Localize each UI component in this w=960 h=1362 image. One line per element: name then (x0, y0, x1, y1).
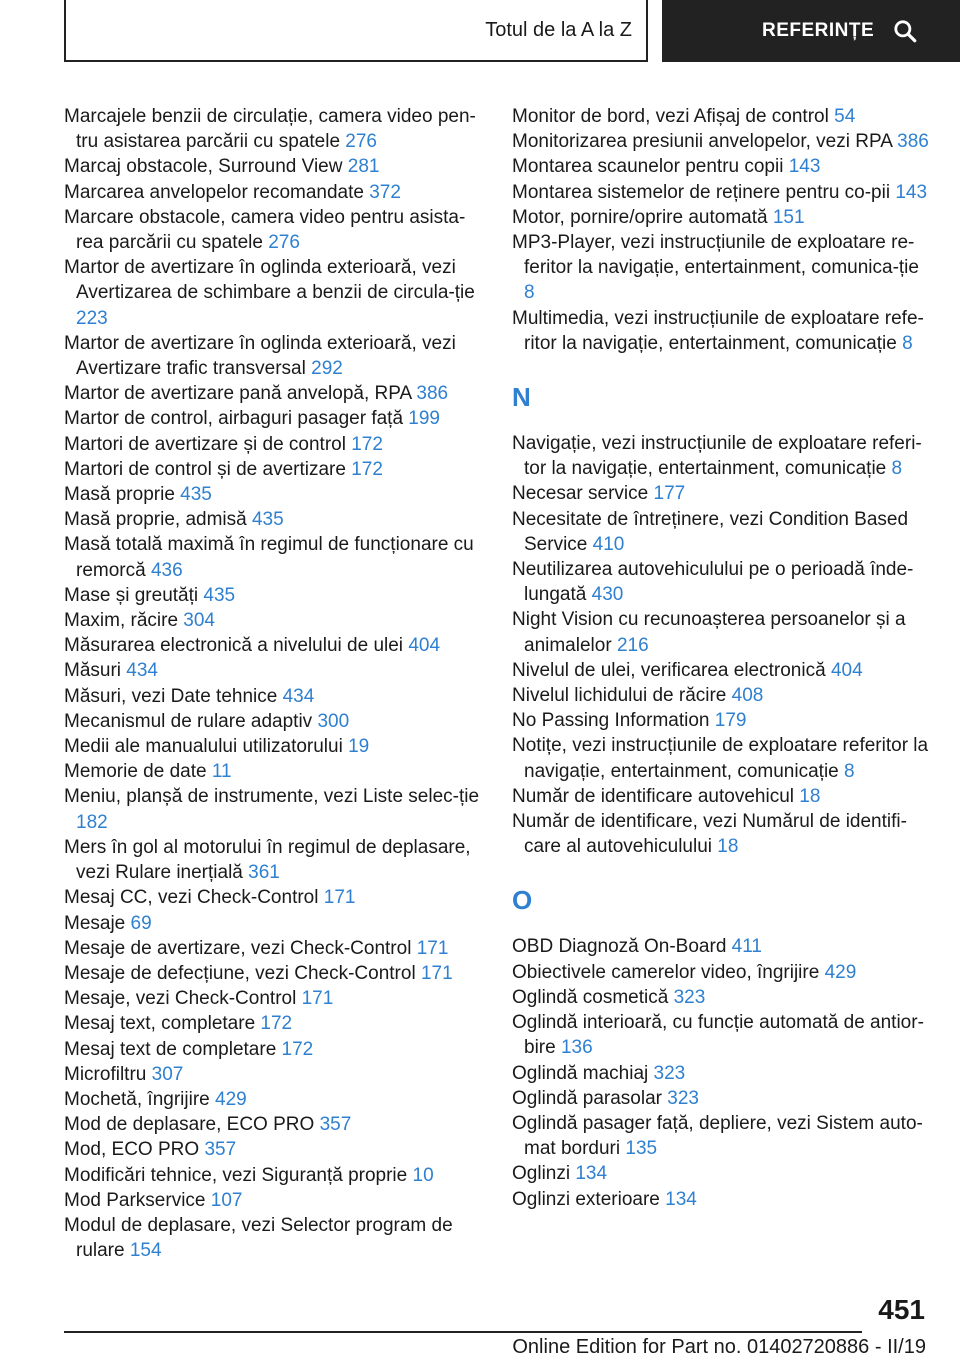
index-entry-text: Oglindă interioară, cu funcție automată de antior-bire (512, 1012, 924, 1059)
index-entry (512, 306, 934, 356)
index-entry (512, 507, 934, 557)
index-entry-text: Măsuri (64, 660, 122, 682)
page-link[interactable]: 11 (211, 761, 232, 783)
index-entry-text: Montarea sistemelor de reținere pentru co-pii (512, 181, 891, 203)
index-entry-text: Nivelul de ulei, verificarea electronică (512, 659, 826, 681)
page-link[interactable]: 281 (347, 156, 380, 178)
index-entry-text: OBD Diagnoză On-Board (512, 936, 727, 958)
index-entry (512, 154, 934, 179)
index-entry-text: Masă proprie, admisă (64, 509, 247, 531)
index-entry (64, 154, 484, 179)
page-link[interactable]: 323 (673, 986, 706, 1008)
chapter-title: REFERINȚE (762, 20, 875, 41)
index-entry-text: Modificări tehnice, vezi Siguranță proprie (64, 1164, 408, 1186)
index-entry (64, 583, 484, 608)
index-entry-text: Meniu, planșă de instrumente, vezi Liste selec-ție (64, 786, 480, 808)
page-link[interactable]: 8 (891, 458, 903, 480)
page-link[interactable]: 135 (625, 1138, 658, 1160)
index-entry-text: Martor de control, airbaguri pasager față (64, 408, 404, 430)
index-entry-text: Oglindă machiaj (512, 1062, 649, 1084)
page-link[interactable]: 54 (834, 106, 856, 127)
index-entry (512, 1161, 934, 1186)
index-entry (512, 708, 934, 733)
index-entry (64, 1037, 484, 1062)
page-link[interactable]: 429 (824, 961, 857, 983)
page-link[interactable]: 307 (151, 1063, 184, 1085)
page-link[interactable]: 171 (420, 962, 453, 984)
page-link[interactable]: 177 (653, 483, 686, 505)
page-link[interactable]: 171 (323, 887, 356, 909)
index-entry-text: Oglindă cosmetică (512, 986, 669, 1008)
page-link[interactable]: 8 (902, 332, 913, 354)
index-entry-text: Mesaje, vezi Check-Control (64, 988, 297, 1010)
page-link[interactable]: 292 (311, 358, 343, 380)
page-link[interactable]: 386 (416, 383, 449, 405)
page-link[interactable]: 179 (714, 710, 747, 732)
page-link[interactable]: 300 (317, 710, 350, 732)
index-entry-text: Mesaj text, completare (64, 1013, 256, 1035)
index-entry (64, 734, 484, 759)
index-entry (512, 104, 934, 129)
page-link[interactable]: 357 (204, 1139, 237, 1161)
index-entry (512, 658, 934, 683)
index-entry (64, 1163, 484, 1188)
index-entry-text: Modul de deplasare, vezi Selector program de rulare (64, 1214, 453, 1262)
index-entry-text: Mesaj CC, vezi Check-Control (64, 887, 319, 909)
index-entry (512, 1187, 934, 1212)
index-entry (512, 481, 934, 506)
index-entry (512, 683, 934, 708)
index-entry-text: Mecanismul de rulare adaptiv (64, 710, 313, 732)
page-link[interactable]: 199 (408, 408, 440, 430)
chapter-tab[interactable] (662, 0, 960, 62)
index-entry-text: Navigație, vezi instrucțiunile de exploatare referi-tor la navigație, entertainment, comunicație (512, 433, 922, 480)
index-entry-text: Neutilizarea autovehiculului pe o perioadă înde-lungată (512, 559, 914, 606)
index-entry-text: MP3-Player, vezi instrucțiunile de exploatare re-feritor la navigație, entertainment, comunica-ție (512, 232, 919, 279)
page-link[interactable]: 216 (616, 634, 649, 656)
page-link[interactable]: 323 (653, 1062, 686, 1084)
index-letter-heading: N (512, 382, 531, 413)
index-entry-text: Mesaje de defecțiune, vezi Check-Control (64, 962, 416, 984)
index-entry (512, 129, 934, 154)
index-entry (512, 985, 934, 1010)
index-entry (512, 1061, 934, 1086)
page-link[interactable]: 151 (772, 206, 805, 228)
page-link[interactable]: 171 (301, 988, 334, 1010)
index-entry (512, 1086, 934, 1111)
section-tab[interactable] (64, 0, 648, 62)
index-entry-text: Montarea scaunelor pentru copii (512, 156, 784, 178)
page-link[interactable]: 223 (76, 307, 108, 329)
index-entry (512, 809, 934, 859)
index-entry (512, 784, 934, 809)
page-link[interactable]: 435 (203, 584, 236, 606)
index-entry (64, 1137, 484, 1162)
page-link[interactable]: 386 (897, 131, 929, 153)
page-link[interactable]: 143 (895, 181, 928, 203)
index-entry-text: Mod, ECO PRO (64, 1139, 200, 1161)
index-entry (64, 1011, 484, 1036)
index-entry-text: Mesaje (64, 912, 126, 934)
page-link[interactable]: 434 (282, 685, 315, 707)
index-entry (64, 457, 484, 482)
index-entry (64, 255, 484, 331)
page-link[interactable]: 172 (260, 1013, 293, 1035)
index-entry-text: Măsuri, vezi Date tehnice (64, 685, 278, 707)
index-entry (512, 230, 934, 306)
index-entry-text: Nivelul lichidului de răcire (512, 685, 727, 707)
page-link[interactable]: 435 (251, 509, 284, 531)
index-entry-text: Masă proprie (64, 484, 175, 506)
page-link[interactable]: 69 (130, 912, 152, 934)
index-entry-text: Mod de deplasare, ECO PRO (64, 1114, 315, 1136)
index-entry (64, 381, 484, 406)
index-entry (64, 986, 484, 1011)
index-entry (64, 507, 484, 532)
index-entry (64, 1213, 484, 1263)
index-entry-text: Night Vision cu recunoașterea persoanelor și a animalelor (512, 609, 906, 656)
index-entry (512, 960, 934, 985)
footer-edition: Online Edition for Part no. 01402720886 - II/19 (512, 1336, 926, 1358)
page-link[interactable]: 357 (319, 1114, 352, 1136)
index-entry (64, 205, 484, 255)
index-entry-text: Masă totală maximă în regimul de funcționare cu remorcă (64, 534, 474, 581)
index-entry-text: Maxim, răcire (64, 610, 179, 632)
index-entry (64, 658, 484, 683)
index-entry-text: Mers în gol al motorului în regimul de deplasare, vezi Rulare inerțială (64, 836, 471, 884)
page-link[interactable]: 276 (268, 232, 300, 254)
index-entry-text: Oglindă parasolar (512, 1087, 662, 1109)
index-entry-text: Mod Parkservice (64, 1189, 206, 1211)
index-entry (512, 205, 934, 230)
index-entry (64, 180, 484, 205)
index-entry-text: Monitorizarea presiunii anvelopelor, vezi RPA (512, 131, 892, 153)
page-link[interactable]: 134 (665, 1188, 697, 1210)
page-link[interactable]: 107 (210, 1189, 243, 1211)
index-entry-text: Martor de avertizare în oglinda exterioară, vezi Avertizarea de schimbare a benzii de circula-ție (64, 257, 475, 304)
index-entry (64, 1087, 484, 1112)
page-link[interactable]: 429 (215, 1088, 247, 1110)
page-number: 451 (878, 1294, 925, 1325)
index-entry-text: Marcajele benzii de circulație, camera video pen-tru asistarea parcării cu spatele (64, 106, 476, 153)
index-entry-text: Mase și greutăți (64, 584, 199, 606)
page-link[interactable]: 323 (667, 1087, 699, 1109)
index-entry (64, 835, 484, 885)
index-entry-text: Mesaj text de completare (64, 1038, 277, 1060)
index-entry-text: Monitor de bord, vezi Afișaj de control (512, 106, 829, 127)
index-entry (512, 557, 934, 607)
footer-divider (64, 1331, 862, 1333)
index-entry (64, 1188, 484, 1213)
page-link[interactable]: 172 (281, 1038, 314, 1060)
index-entry-text: Oglinzi exterioare (512, 1188, 660, 1210)
page-link[interactable]: 143 (788, 156, 821, 178)
page-link[interactable]: 134 (575, 1163, 608, 1185)
page-link[interactable]: 435 (180, 484, 212, 506)
index-entry-text: Măsurarea electronică a nivelului de ulei (64, 635, 404, 657)
index-entry-text: Oglindă pasager față, depliere, vezi Sistem auto-mat borduri (512, 1112, 923, 1160)
page-link[interactable]: 434 (126, 660, 158, 682)
index-entry (64, 633, 484, 658)
index-entry-text: Marcaj obstacole, Surround View (64, 156, 343, 178)
page-link[interactable]: 361 (248, 862, 280, 884)
index-entry-text: Număr de identificare autovehicul (512, 785, 794, 807)
index-entry (64, 759, 484, 784)
index-entry (64, 482, 484, 507)
index-entry-text: Obiectivele camerelor video, îngrijire (512, 961, 820, 983)
index-entry-text: Oglinzi (512, 1163, 571, 1185)
index-entry (64, 1062, 484, 1087)
index-entry-text: Martori de avertizare și de control (64, 433, 346, 455)
index-entry (64, 331, 484, 381)
index-entry (64, 784, 484, 834)
index-entry (512, 607, 934, 657)
index-entry (64, 911, 484, 936)
index-entry (64, 104, 484, 154)
page-link[interactable]: 436 (150, 559, 183, 581)
index-entry (64, 406, 484, 431)
index-entry-text: Necesitate de întreținere, vezi Condition Based Service (512, 508, 909, 555)
index-column-left (64, 104, 484, 1263)
index-entry (512, 1010, 934, 1060)
index-entry (64, 709, 484, 734)
page-link[interactable]: 182 (76, 811, 108, 833)
index-entry-text: Martor de avertizare în oglinda exterioară, vezi Avertizare trafic transversal (64, 332, 456, 380)
page-link[interactable]: 10 (412, 1164, 434, 1186)
index-entry (512, 180, 934, 205)
page-link[interactable]: 276 (345, 131, 377, 153)
index-entry-text: Marcarea anvelopelor recomandate (64, 181, 364, 203)
page-link[interactable]: 172 (351, 458, 383, 480)
index-entry-text: Mesaje de avertizare, vezi Check-Control (64, 937, 412, 959)
index-entry (64, 608, 484, 633)
index-entry (64, 1112, 484, 1137)
index-entry-text: Motor, pornire/oprire automată (512, 206, 768, 228)
page-link[interactable]: 136 (560, 1037, 593, 1059)
index-entry-text: Necesar service (512, 483, 649, 505)
page-link[interactable]: 372 (369, 181, 401, 203)
page-link[interactable]: 171 (416, 937, 449, 959)
index-entry-text: Marcare obstacole, camera video pentru asista-rea parcării cu spatele (64, 206, 466, 254)
page-link[interactable]: 430 (591, 584, 624, 606)
index-entry-text: No Passing Information (512, 710, 710, 732)
index-entry (64, 936, 484, 961)
index-entry-text: Multimedia, vezi instrucțiunile de exploatare refe-ritor la navigație, entertainment, comunicație (512, 307, 924, 354)
index-column-right (512, 104, 934, 1212)
index-entry (512, 733, 934, 783)
index-entry-text: Notițe, vezi instrucțiunile de exploatare referitor la navigație, entertainment, comunicație (512, 735, 929, 782)
page-link[interactable]: 8 (524, 282, 535, 304)
index-entry (64, 432, 484, 457)
index-entry-text: Martori de control și de avertizare (64, 458, 346, 480)
index-entry (64, 961, 484, 986)
index-entry-text: Martor de avertizare pană anvelopă, RPA (64, 383, 412, 405)
page-link[interactable]: 411 (731, 936, 762, 958)
index-entry-text: Microfiltru (64, 1063, 147, 1085)
index-entry (64, 684, 484, 709)
index-entry (64, 532, 484, 582)
page-link[interactable]: 404 (830, 659, 863, 681)
page-link[interactable]: 304 (183, 610, 215, 632)
index-entry (512, 1111, 934, 1161)
page-link[interactable]: 19 (348, 736, 370, 758)
page-link[interactable]: 154 (129, 1240, 162, 1262)
page-link[interactable]: 410 (592, 533, 625, 555)
index-letter-heading: O (512, 885, 533, 916)
index-entry-text: Memorie de date (64, 761, 207, 783)
page-link[interactable]: 18 (717, 836, 739, 858)
index-entry-text: Număr de identificare, vezi Numărul de identifi-care al autovehiculului (512, 811, 907, 858)
section-title: Totul de la A la Z (485, 18, 632, 41)
search-icon[interactable] (892, 18, 918, 44)
page-link[interactable]: 8 (844, 760, 855, 782)
page-link[interactable]: 408 (731, 685, 764, 707)
page-link[interactable]: 172 (351, 433, 383, 455)
page-link[interactable]: 18 (799, 785, 821, 807)
index-entry-text: Mochetă, îngrijire (64, 1088, 210, 1110)
index-entry (64, 885, 484, 910)
index-entry-text: Medii ale manualului utilizatorului (64, 736, 343, 758)
page-header (0, 0, 960, 66)
index-entry (512, 431, 934, 481)
index-entry (512, 934, 934, 959)
page-link[interactable]: 404 (408, 635, 441, 657)
